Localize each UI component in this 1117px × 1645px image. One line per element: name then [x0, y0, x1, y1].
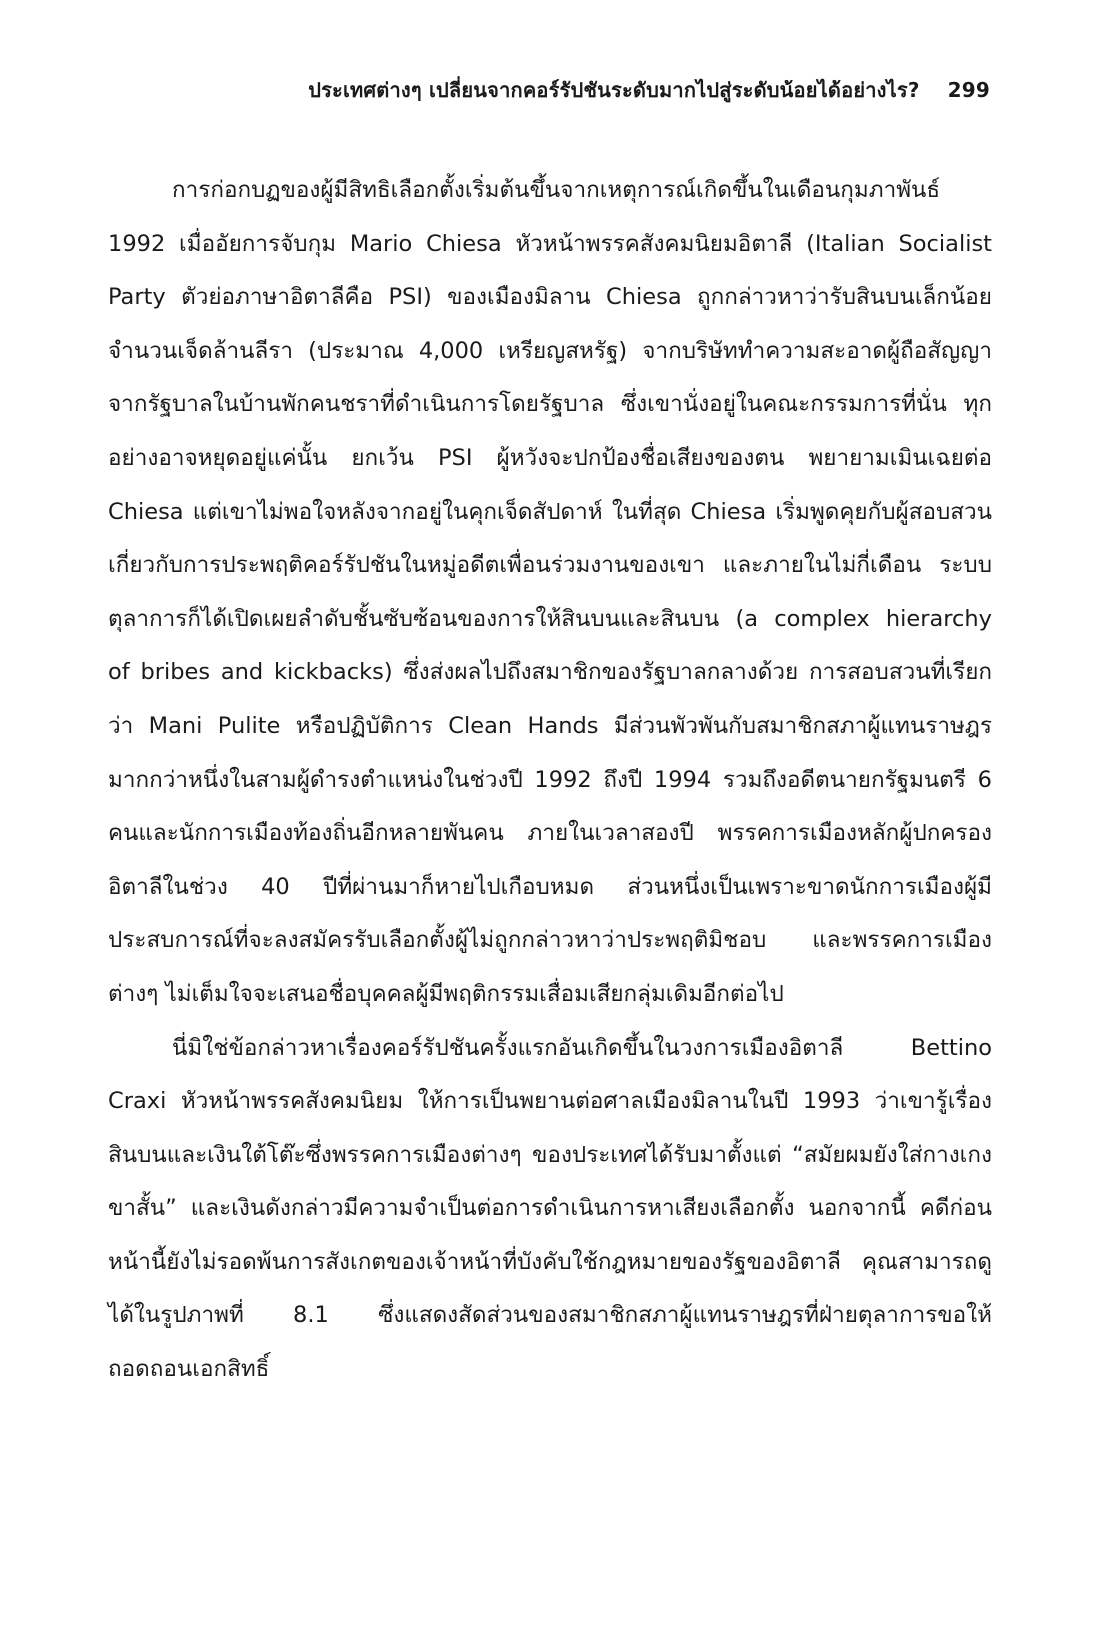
chapter-title: ประเทศต่างๆ เปลี่ยนจากคอร์รัปชันระดับมากไปสู่ระดับน้อยได้อย่างไร? [308, 78, 920, 102]
paragraph-2: นี่มิใช่ข้อกล่าวหาเรื่องคอร์รัปชันครั้งแรกอันเกิดขึ้นในวงการเมืองอิตาลี Bettino Craxi หัวหน้าพรรคสังคมนิยม ให้การเป็นพยานต่อศาลเมืองมิลานในปี 1993 ว่าเขารู้เรื่องสินบนและเงินใต้โต๊ะซึ่งพรรคการเมืองต่างๆ ของประเทศได้รับมาตั้งแต่ “สมัยผมยังใส่กางเกงขาสั้น” และเงินดังกล่าวมีความจำเป็นต่อการดำเนินการหาเสียงเลือกตั้ง นอกจากนี้ คดีก่อนหน้านี้ยังไม่รอดพ้นการสังเกตของเจ้าหน้าที่บังคับใช้กฎหมายของรัฐของอิตาลี คุณสามารถดูได้ในรูปภาพที่ 8.1 ซึ่งแสดงสัดส่วนของสมาชิกสภาผู้แทนราษฎรที่ฝ่ายตุลาการขอให้ถอดถอนเอกสิทธิ์ [108, 1034, 992, 1383]
body-text [108, 164, 992, 1397]
paragraph-1: การก่อกบฏของผู้มีสิทธิเลือกตั้งเริ่มต้นขึ้นจากเหตุการณ์เกิดขึ้นในเดือนกุมภาพันธ์ 1992 เมื่ออัยการจับกุม Mario Chiesa หัวหน้าพรรคสังคมนิยมอิตาลี (Italian Socialist Party ตัวย่อภาษาอิตาลีคือ PSI) ของเมืองมิลาน Chiesa ถูกกล่าวหาว่ารับสินบนเล็กน้อยจำนวนเจ็ดล้านลีรา (ประมาณ 4,000 เหรียญสหรัฐ) จากบริษัททำความสะอาดผู้ถือสัญญาจากรัฐบาลในบ้านพักคนชราที่ดำเนินการโดยรัฐบาล ซึ่งเขานั่งอยู่ในคณะกรรมการที่นั่น ทุกอย่างอาจหยุดอยู่แค่นั้น ยกเว้น PSI ผู้หวังจะปกป้องชื่อเสียงของตน พยายามเมินเฉยต่อ Chiesa แต่เขาไม่พอใจหลังจากอยู่ในคุกเจ็ดสัปดาห์ ในที่สุด Chiesa เริ่มพูดคุยกับผู้สอบสวนเกี่ยวกับการประพฤติคอร์รัปชันในหมู่อดีตเพื่อนร่วมงานของเขา และภายในไม่กี่เดือน ระบบตุลาการก็ได้เปิดเผยลำดับชั้นซับซ้อนของการให้สินบนและสินบน (a complex hierarchy of bribes and kickbacks) ซึ่งส่งผลไปถึงสมาชิกของรัฐบาลกลางด้วย การสอบสวนที่เรียกว่า Mani Pulite หรือปฏิบัติการ Clean Hands มีส่วนพัวพันกับสมาชิกสภาผู้แทนราษฎรมากกว่าหนึ่งในสามผู้ดำรงตำแหน่งในช่วงปี 1992 ถึงปี 1994 รวมถึงอดีตนายกรัฐมนตรี 6 คนและนักการเมืองท้องถิ่นอีกหลายพันคน ภายในเวลาสองปี พรรคการเมืองหลักผู้ปกครองอิตาลีในช่วง 40 ปีที่ผ่านมาก็หายไปเกือบหมด ส่วนหนึ่งเป็นเพราะขาดนักการเมืองผู้มีประสบการณ์ที่จะลงสมัครรับเลือกตั้งผู้ไม่ถูกกล่าวหาว่าประพฤติมิชอบ และพรรคการเมืองต่างๆ ไม่เต็มใจจะเสนอชื่อบุคคลผู้มีพฤติกรรมเสื่อมเสียกลุ่มเดิมอีกต่อไป [108, 177, 992, 1007]
page-number: 299 [947, 78, 990, 102]
running-header [108, 74, 990, 106]
